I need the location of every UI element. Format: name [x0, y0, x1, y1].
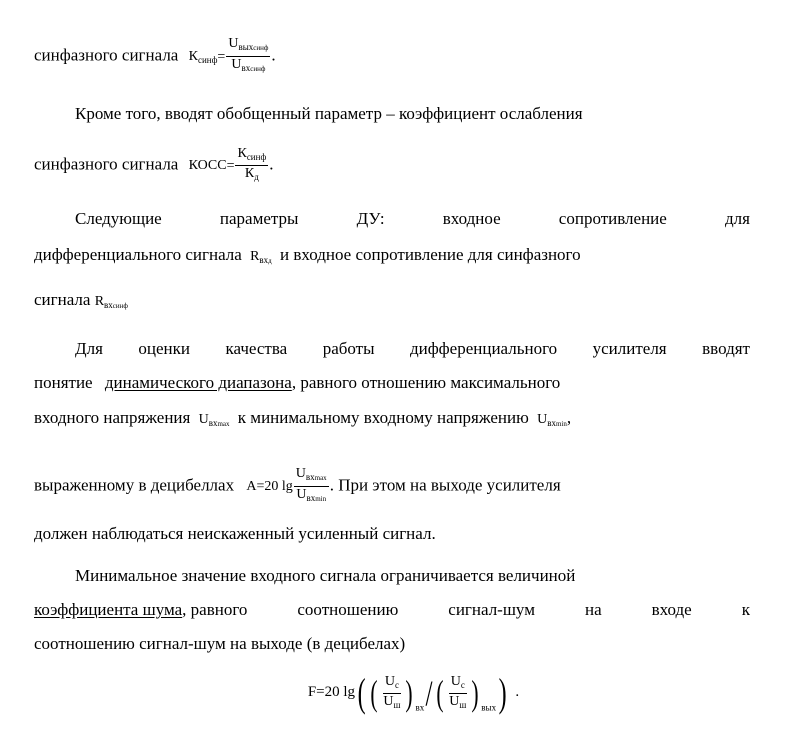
fraction-umax-umin: $\frac{U_{вхmax}}{U_{вхmin}}$: [295, 466, 327, 503]
p5-line-3: соотношению сигнал-шум на выходе (в децибелах): [34, 634, 406, 653]
f-formula: F=20 lg( ( $\frac{U_c}{U_ш}$ ) $_{вх}$/ ( $\frac{U_c}{U_ш}$ ) $_{вых}$) .: [307, 670, 520, 715]
kocc-label: КОСС: [188, 158, 227, 174]
equals: =: [217, 49, 226, 65]
r-vx-d: $R_{вхд}$: [250, 249, 272, 265]
fraction-uout-uin: $\frac{U_{выхсинф}}{U_{вхсинф}}$: [228, 36, 269, 73]
u-vx-max: $U_{вхmax}$: [198, 412, 230, 428]
r-vx-sinf: $R_{вхсинф}$: [94, 294, 128, 310]
a-formula: A=20 lg: [246, 479, 293, 495]
p2-line-1: Кроме того, вводят обобщенный параметр – коэффициент ослабления: [75, 104, 583, 123]
term-noise-factor: коэффициента шума: [34, 600, 183, 619]
p3-line-3: сигнала $R_{вхсинф}$: [34, 290, 128, 310]
text: синфазного сигнала: [34, 45, 179, 65]
p5-line-2: коэффициента шума, равного соотношению сигнал-шум на входе к: [34, 600, 750, 619]
p4-line-1: Для оценки качества работы дифференциального усилителя вводят: [75, 339, 750, 358]
p4-line-5: должен наблюдаться неискаженный усиленный сигнал.: [34, 524, 436, 543]
p4-line-4: выраженному в децибеллах A=20 lg $\frac{U_{вхmax}}{U_{вхmin}}$ . При этом на выходе усилителя: [34, 466, 750, 507]
p2-line-2: синфазного сигнала КОСС= $\frac{К_{синф}}{К_д}$ .: [34, 146, 750, 185]
p3-line-2: дифференциального сигнала $R_{вхд}$ и входное сопротивление для синфазного: [34, 245, 581, 265]
p4-line-3: входного напряжения $U_{вхmax}$ к минимальному входному напряжению $U_{вхmin}$,: [34, 408, 572, 428]
line-1: [34, 36, 750, 77]
term-dynamic-range: динамического диапазона: [104, 373, 292, 392]
p3-line-1: Следующие параметры ДУ: входное сопротивление для: [75, 209, 750, 228]
fraction-kocc: $\frac{К_{синф}}{К_д}$: [237, 146, 267, 182]
period: .: [271, 45, 276, 65]
p4-line-2: понятие динамического диапазона, равного отношению максимального: [34, 373, 561, 392]
p5-line-1: Минимальное значение входного сигнала ограничивается величиной: [75, 566, 576, 585]
k-sinf: $К_{синф}$: [188, 49, 218, 66]
u-vx-min: $U_{вхmin}$: [537, 412, 567, 428]
